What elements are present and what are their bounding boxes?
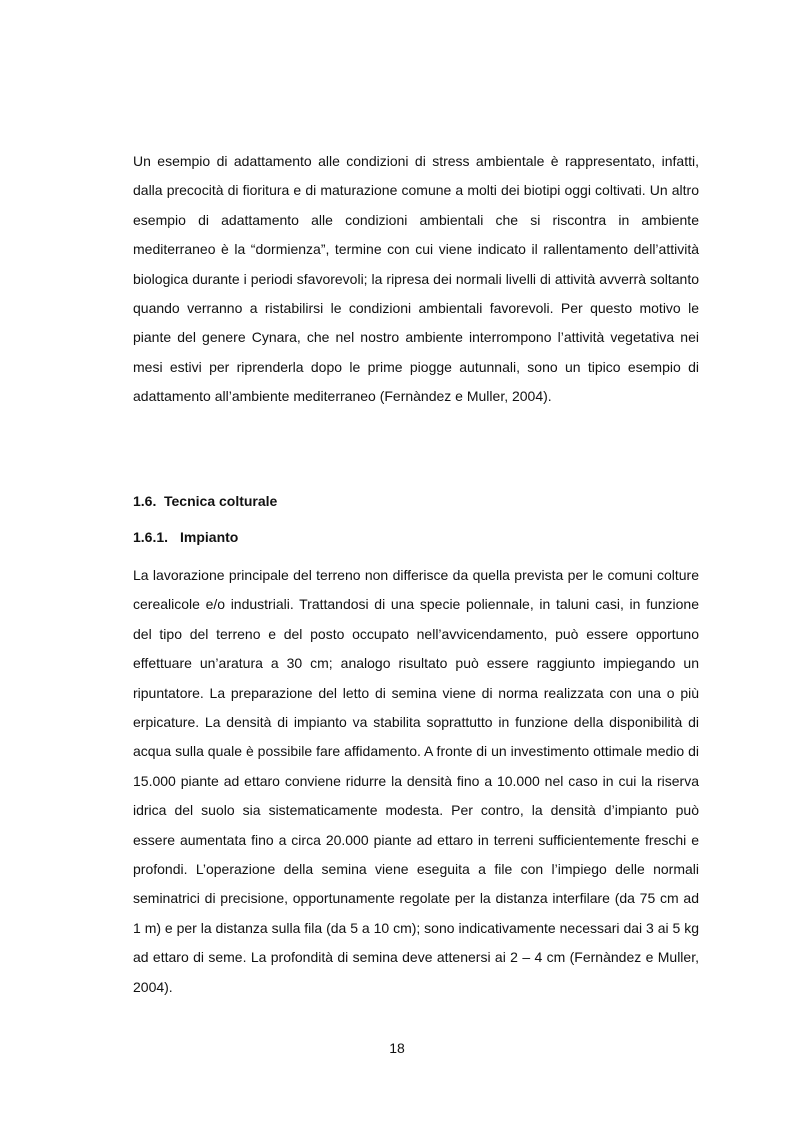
section-title: Tecnica colturale	[164, 493, 278, 509]
subsection-number: 1.6.1.	[133, 529, 169, 545]
section-heading	[133, 487, 277, 516]
subsection-heading	[133, 523, 238, 552]
page-number: 18	[389, 1040, 405, 1056]
body-paragraph-impianto: La lavorazione principale del terreno non differisce da quella prevista per le comuni colture cerealicole e/o industriali. Trattandosi di una specie poliennale, in taluni casi, in funzione del tipo del terreno e del posto occupato nell’avvicendamento, può essere opportuno effettuare un’aratura a 30 cm; analogo risultato può essere raggiunto impiegando un ripuntatore. La preparazione del letto di semina viene di norma realizzata con una o più erpicature. La densità di impianto va stabilita soprattutto in funzione della disponibilità di acqua sulla quale è possibile fare affidamento. A fronte di un investimento ottimale medio di 15.000 piante ad ettaro conviene ridurre la densità fino a 10.000 nel caso in cui la riserva idrica del suolo sia sistematicamente modesta. Per contro, la densità d’impianto può essere aumentata fino a circa 20.000 piante ad ettaro in terreni sufficientemente freschi e profondi. L’operazione della semina viene eseguita a file con l’impiego delle normali seminatrici di precisione, opportunamente regolate per la distanza interfilare (da 75 cm ad 1 m) e per la distanza sulla fila (da 5 a 10 cm); sono indicativamente necessari dai 3 ai 5 kg ad ettaro di seme. La profondità di semina deve attenersi ai 2 – 4 cm (Fernàndez e Muller, 2004).	[133, 567, 699, 995]
subsection-title: Impianto	[180, 529, 239, 545]
body-paragraph-dormienza: Un esempio di adattamento alle condizioni di stress ambientale è rappresentato, infatti, dalla precocità di fioritura e di maturazione comune a molti dei biotipi oggi coltivati. Un altro esempio di adattamento alle condizioni ambientali che si riscontra in ambiente mediterraneo è la “dormienza”, termine con cui viene indicato il rallentamento dell’attività biologica durante i periodi sfavorevoli; la ripresa dei normali livelli di attività avverrà soltanto quando verranno a ristabilirsi le condizioni ambientali favorevoli. Per questo motivo le piante del genere Cynara, che nel nostro ambiente interrompono l’attività vegetativa nei mesi estivi per riprenderla dopo le prime piogge autunnali, sono un tipico esempio di adattamento all’ambiente mediterraneo (Fernàndez e Muller, 2004).	[133, 153, 699, 405]
section-number: 1.6.	[133, 493, 157, 509]
